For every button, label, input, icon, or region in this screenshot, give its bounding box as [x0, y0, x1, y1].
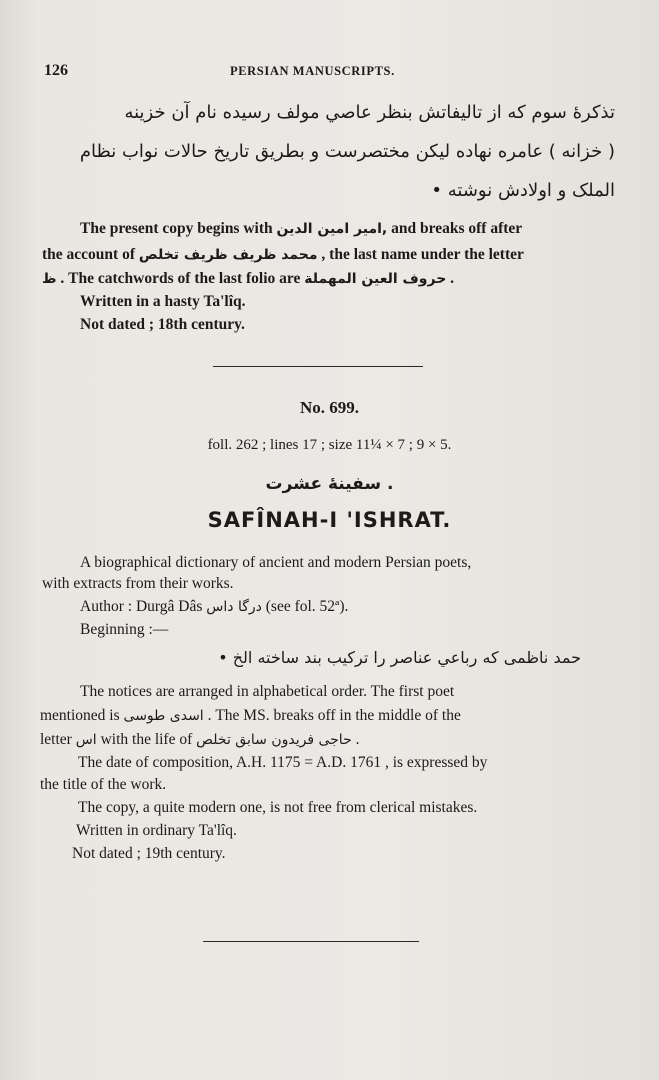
- persian-letter: ظ: [42, 271, 57, 287]
- mentioned-text: mentioned is: [40, 707, 120, 724]
- persian-line-2: ( خزانه ) عامره نهاده لیکن مختصرست و بطریق تاریخ حالات نواب نظام: [79, 141, 615, 162]
- description-line-2: with extracts from their works.: [42, 575, 234, 592]
- copy-begins-text: The present copy begins with: [80, 220, 273, 237]
- persian-line-1: تذکرهٔ سوم که از تالیفاتش بنظر عاصي مولف رسیده نام آن خزینه: [124, 102, 615, 123]
- beginning-persian: حمد ناظمی که رباعي عناصر را ترکیب بند ساخته الخ •: [218, 648, 581, 667]
- period: .: [450, 270, 455, 287]
- entry-title: SAFÎNAH-I 'ISHRAT.: [207, 508, 452, 532]
- catchwords-text: . The catchwords of the last folio are: [60, 270, 301, 287]
- persian-phrase: حروف العین المهملة: [304, 271, 447, 287]
- copy-begins-line: [80, 220, 522, 238]
- running-title: PERSIAN MANUSCRIPTS.: [230, 64, 395, 78]
- entry-number: No. 699.: [299, 398, 360, 417]
- poet-persian: اسدی طوسی: [123, 708, 204, 724]
- page-number: 126: [44, 62, 68, 79]
- date-note: Not dated ; 18th century.: [80, 316, 245, 333]
- letter-text: letter: [40, 731, 72, 748]
- section-divider-bottom: [203, 941, 419, 942]
- account-text: the account of: [42, 246, 135, 263]
- entry-specs: foll. 262 ; lines 17 ; size 11¼ × 7 ; 9 × 5.: [207, 437, 452, 453]
- copy-note: The copy, a quite modern one, is not free from clerical mistakes.: [78, 799, 478, 816]
- title-persian: سفینهٔ عشرت .: [265, 474, 394, 494]
- section-divider: [213, 366, 423, 367]
- persian-phrase: امیر امین الدین,: [276, 221, 388, 237]
- letter-persian: اس: [75, 732, 97, 748]
- author-ref: (see fol. 52ª).: [265, 598, 349, 615]
- author-persian: درگا داس: [206, 599, 262, 615]
- date-note-699: Not dated ; 19th century.: [72, 845, 226, 862]
- catchwords-line: [42, 270, 454, 288]
- notice-line-1: The notices are arranged in alphabetical order. The first poet: [80, 683, 455, 700]
- poet-persian-2: حاجی فریدون سابق تخلص: [196, 732, 352, 748]
- notice-line-2: [40, 707, 461, 725]
- persian-phrase: محمد ظریف ظریف تخلص: [138, 247, 318, 263]
- beginning-label: Beginning :—: [80, 621, 169, 638]
- composition-line-2: the title of the work.: [40, 776, 167, 793]
- account-line: [42, 246, 524, 264]
- composition-line-1: The date of composition, A.H. 1175 = A.D. 1761 , is expressed by: [78, 754, 488, 771]
- persian-line-3: الملک و اولادش نوشته •: [431, 180, 615, 201]
- breaks-off-text: . The MS. breaks off in the middle of the: [207, 707, 461, 724]
- author-text: Author : Durgâ Dâs: [80, 598, 203, 615]
- last-name-text: , the last name under the letter: [321, 246, 524, 263]
- breaks-off-text: and breaks off after: [391, 220, 523, 237]
- script-note-699: Written in ordinary Ta'lîq.: [76, 822, 237, 839]
- author-line: [80, 598, 348, 616]
- script-note: Written in a hasty Ta'lîq.: [80, 293, 246, 310]
- period: .: [355, 731, 360, 748]
- life-text: with the life of: [100, 731, 193, 748]
- description-line-1: A biographical dictionary of ancient and modern Persian poets,: [80, 554, 472, 571]
- notice-line-3: [40, 731, 359, 749]
